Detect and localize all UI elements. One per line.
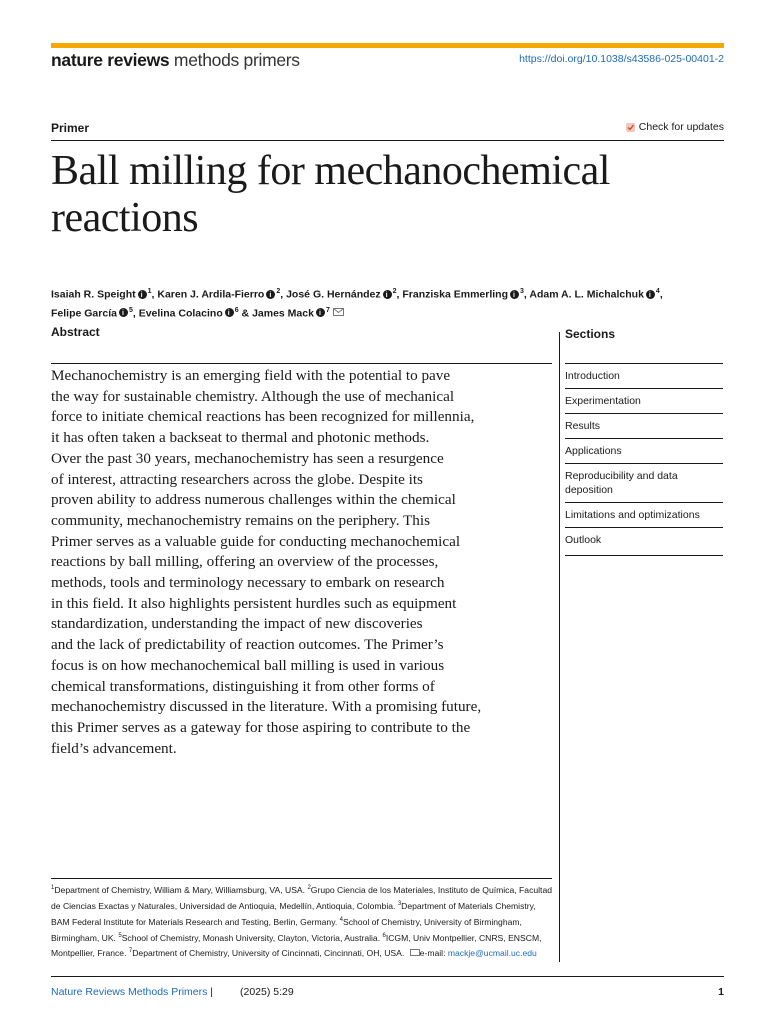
footer-citation: (2025) 5:29: [240, 986, 294, 998]
affiliation-2: Grupo Ciencia de los Materiales, Instituto de Química, Facultad de Ciencias Exactas y Naturales, Universidad de Antioquia, Medellín, Antioquia, Colombia.: [51, 884, 552, 911]
orcid-icon[interactable]: [510, 290, 519, 299]
affiliations: $^1$Department of Chemistry, William & Mary, Williamsburg, VA, USA. $^2$Grupo Ciencia de los Materiales, Instituto de Química, Facultad de Ciencias Exactas y Naturales, Universidad de Antioquia, Medellín, Antioquia, Colombia. $^3$Department of Materials Chemistry, BAM Federal Institute for Materials Research and Testing, Berlin, Germany. $^4$School of Chemistry, University of Birmingham, Birmingham, UK. $^5$School of Chemistry, Monash University, Clayton, Victoria, Australia. $^6$ICGM, Univ Montpellier, CNRS, ENSCM, Montpellier, France. $^7$Department of Chemistry, University of Cincinnati, Cincinnati, OH, USA. e-mail: mackje@ucmail.uc.edu: [51, 884, 552, 959]
author-name[interactable]: Franziska Emmerling: [402, 288, 508, 301]
affiliation-3: Department of Materials Chemistry, BAM Federal Institute for Materials Research and Testing, Berlin, Germany.: [51, 900, 536, 927]
affiliation-5: School of Chemistry, Monash University, Clayton, Victoria, Australia.: [121, 932, 383, 943]
journal-logo[interactable]: [51, 50, 300, 71]
abstract-line: this Primer serves as a gateway for those aspiring to contribute to the: [51, 718, 471, 736]
column-divider: [559, 332, 560, 962]
author-affiliation-number: 4: [655, 288, 660, 295]
header-accent-bar: [51, 43, 724, 48]
doi-link[interactable]: https://doi.org/10.1038/s43586-025-00401-2: [519, 53, 724, 65]
check-updates-label: Check for updates: [638, 121, 724, 133]
abstract-line: and the lack of predictability of reaction outcomes. The Primer’s: [51, 636, 444, 654]
envelope-icon[interactable]: [333, 308, 344, 316]
orcid-icon[interactable]: [119, 308, 128, 317]
affiliation-4: School of Chemistry, University of Birmingham, Birmingham, UK.: [51, 916, 522, 943]
author-affiliation-number: 6: [234, 306, 239, 314]
abstract-line: proven ability to address numerous challenges within the chemical: [51, 491, 456, 509]
footer-journal-name: Nature Reviews Methods Primers: [51, 986, 208, 998]
orcid-icon[interactable]: [138, 290, 147, 299]
abstract-line: methods, tools and terminology necessary to embark on research: [51, 574, 445, 592]
abstract-line: in this field. It also highlights persistent hurdles such as equipment: [51, 594, 457, 612]
section-link-outlook[interactable]: Outlook: [565, 527, 723, 556]
author-name[interactable]: Evelina Colacino: [138, 307, 223, 319]
orcid-icon[interactable]: [266, 290, 275, 299]
page-number: 1: [718, 986, 724, 998]
orcid-icon[interactable]: [383, 290, 392, 299]
section-link-experimentation[interactable]: Experimentation: [565, 388, 723, 413]
abstract-line: Over the past 30 years, mechanochemistry has seen a resurgence: [51, 449, 444, 467]
orcid-icon[interactable]: [225, 308, 234, 317]
author-affiliation-number: 7: [325, 306, 330, 314]
section-link-introduction[interactable]: Introduction: [565, 363, 723, 388]
abstract-line: community, mechanochemistry remains on the periphery. This: [51, 511, 431, 529]
author-affiliation-number: 2: [392, 288, 397, 295]
orcid-icon[interactable]: [646, 290, 655, 299]
section-link-reproducibility[interactable]: Reproducibility and data deposition: [565, 463, 723, 502]
journal-logo-bold: nature reviews: [51, 50, 170, 70]
author-affiliation-number: 2: [276, 288, 281, 295]
author-name[interactable]: José G. Hernández: [286, 288, 381, 301]
affiliation-1: Department of Chemistry, William & Mary, Williamsburg, VA, USA.: [54, 884, 308, 895]
abstract-line: mechanochemistry discussed in the literature. With a promising future,: [51, 698, 482, 716]
author-name[interactable]: Adam A. L. Michalchuk: [529, 288, 644, 301]
abstract-divider: [51, 363, 552, 364]
check-updates-icon: [625, 122, 636, 133]
footer-divider: [51, 976, 724, 977]
abstract-line: Primer serves as a valuable guide for conducting mechanochemical: [51, 532, 461, 550]
affiliations-divider: [51, 878, 552, 879]
footer-separator: |: [207, 986, 214, 998]
footer-journal-link[interactable]: [51, 986, 213, 998]
abstract-line: the way for sustainable chemistry. Although the use of mechanical: [51, 387, 455, 405]
author-name[interactable]: Felipe García: [51, 307, 117, 319]
article-type: Primer: [51, 121, 90, 135]
author-affiliation-number: 5: [128, 306, 133, 314]
journal-logo-light: methods primers: [169, 50, 300, 70]
sections-heading: Sections: [565, 327, 616, 341]
sections-nav: [565, 363, 723, 556]
author-name[interactable]: Karen J. Ardila-Fierro: [157, 288, 265, 301]
affiliation-6: ICGM, Univ Montpellier, CNRS, ENSCM, Montpellier, France.: [51, 932, 542, 959]
check-updates-button[interactable]: [625, 121, 724, 133]
affiliation-7: Department of Chemistry, University of Cincinnati, Cincinnati, OH, USA.: [132, 948, 407, 959]
envelope-icon: [410, 949, 420, 956]
author-affiliation-number: 1: [147, 288, 152, 295]
abstract-line: it has often taken a backseat to thermal and photonic methods.: [51, 429, 430, 447]
header-divider: [51, 140, 724, 141]
author-name[interactable]: Isaiah R. Speight: [51, 288, 136, 301]
abstract-line: of interest, attracting researchers across the globe. Despite its: [51, 470, 423, 488]
email-label: e-mail:: [419, 948, 448, 959]
article-title: Ball milling for mechanochemical reactions: [51, 148, 610, 241]
section-link-applications[interactable]: Applications: [565, 438, 723, 463]
section-link-results[interactable]: Results: [565, 413, 723, 438]
abstract-line: standardization, understanding the impact of new discoveries: [51, 615, 423, 633]
author-name[interactable]: James Mack: [252, 307, 314, 319]
author-affiliation-number: 3: [520, 288, 524, 295]
email-link[interactable]: mackje@ucmail.uc.edu: [447, 948, 537, 959]
abstract-line: field’s advancement.: [51, 739, 177, 757]
orcid-icon[interactable]: [316, 308, 325, 317]
abstract-line: force to initiate chemical reactions has been recognized for millennia,: [51, 408, 475, 426]
abstract-line: focus is on how mechanochemical ball milling is used in various: [51, 656, 445, 674]
author-list: Isaiah R. Speighti $^1$, Karen J. Ardila-Fierroi $^2$, José G. Hernándezi $^2$, Franziska Emmerlingi $^3$, Adam A. L. Michalchuki $^4$, Felipe Garcíai $^5$, Evelina Colacinoi $^6$ & James Macki $^7$: [51, 284, 731, 321]
abstract-body: [51, 366, 556, 759]
abstract-heading: Abstract: [51, 325, 100, 339]
section-link-limitations[interactable]: Limitations and optimizations: [565, 502, 723, 527]
abstract-line: reactions by ball milling, offering an overview of the processes,: [51, 553, 439, 571]
abstract-line: chemical transformations, distinguishing it from other forms of: [51, 677, 435, 695]
abstract-line: Mechanochemistry is an emerging field with the potential to pave: [51, 367, 451, 384]
